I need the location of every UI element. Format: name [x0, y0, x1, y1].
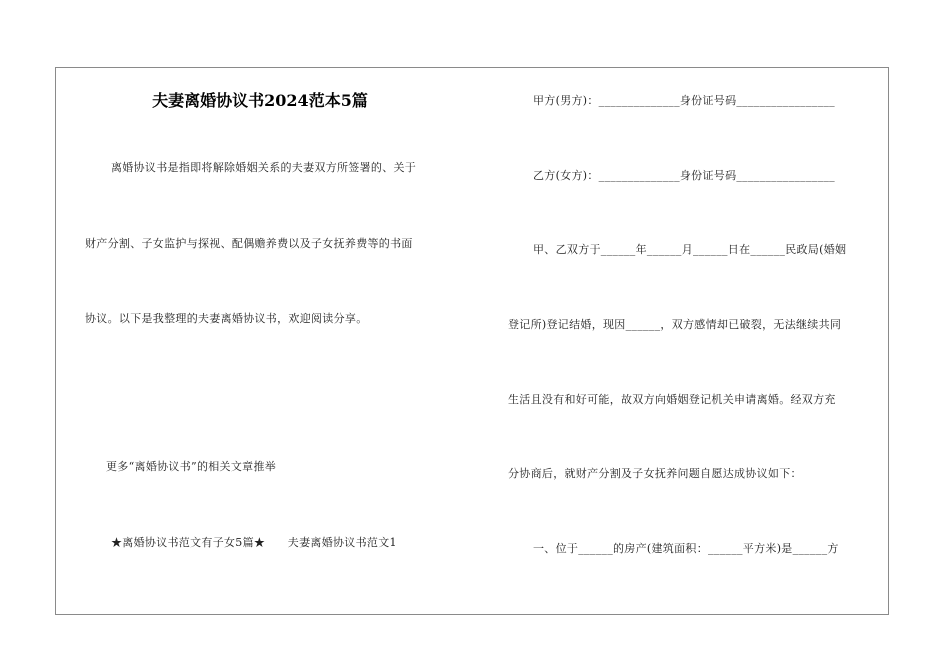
document-frame — [55, 67, 889, 615]
intro-line-2: 财产分割、子女监护与探视、配偶赡养费以及子女抚养费等的书面 — [85, 237, 413, 250]
clause-1-line-1: 一、位于______的房产(建筑面积：______平方米)是______方 — [533, 542, 839, 555]
related-links[interactable]: ★离婚协议书范文有子女5篇★ 夫妻离婚协议书范文1 — [111, 536, 397, 549]
party-a-line: 甲方(男方)：______________身份证号码_________________ — [533, 94, 835, 107]
paragraph-1-line-2: 登记所)登记结婚，现因______，双方感情却已破裂，无法继续共同 — [508, 318, 842, 331]
intro-line-3: 协议。以下是我整理的夫妻离婚协议书，欢迎阅读分享。 — [85, 312, 368, 325]
document-title: 夫妻离婚协议书2024范本5篇 — [152, 91, 368, 110]
intro-line-1: 离婚协议书是指即将解除婚姻关系的夫妻双方所签署的、关于 — [111, 161, 417, 174]
paragraph-1-line-4: 分协商后，就财产分割及子女抚养问题自愿达成协议如下： — [508, 467, 802, 480]
related-heading: 更多“离婚协议书”的相关文章推举 — [106, 460, 277, 473]
party-b-line: 乙方(女方)：______________身份证号码_________________ — [533, 169, 835, 182]
paragraph-1-line-1: 甲、乙双方于______年______月______日在______民政局(婚姻 — [533, 243, 847, 256]
paragraph-1-line-3: 生活且没有和好可能，故双方向婚姻登记机关申请离婚。经双方充 — [508, 393, 836, 406]
